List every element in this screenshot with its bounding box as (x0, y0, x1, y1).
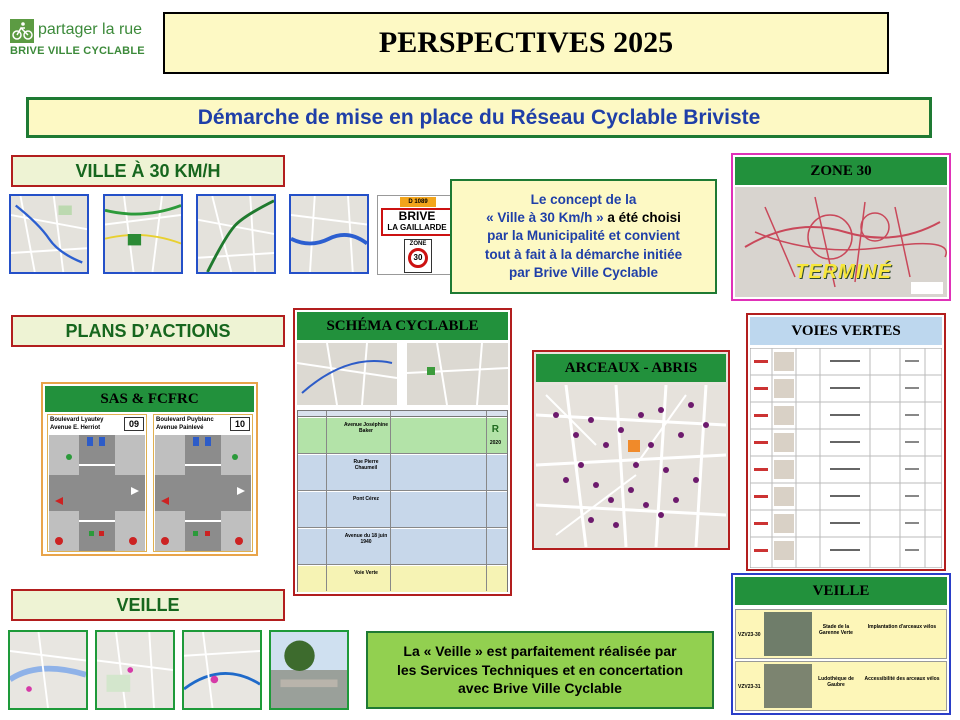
veille-row1-place: Stade de la Garenne Verte (819, 624, 853, 636)
veille-row2-place: Ludothèque de Gaubre (818, 676, 854, 688)
sign-road-code: D 1089 (400, 197, 436, 207)
sas-card-right (153, 414, 253, 552)
map-thumbnail-2 (103, 194, 183, 274)
schema-row-3-title: Pont Cérez (352, 496, 380, 502)
voies-panel (746, 313, 946, 571)
veille-label: VEILLE (11, 589, 285, 621)
sas-right-street2: Avenue Painlevé (156, 425, 204, 431)
veille-info-box (366, 631, 714, 709)
veille-thumbnail-1 (8, 630, 88, 710)
concept-line1: Le concept de la (530, 191, 637, 207)
intersection-diagram-left (49, 435, 145, 551)
veille-right-row-1 (735, 609, 947, 659)
veille-thumbnail-4 (269, 630, 349, 710)
schema-col-divider (486, 411, 487, 591)
logo-line1: partager la rue (38, 21, 143, 38)
sas-left-number: 09 (124, 417, 144, 431)
schema-row-1 (298, 418, 507, 454)
sign-zone-panel (404, 239, 432, 273)
zone30-label: ZONE 30 (735, 157, 947, 185)
schema-row-1-title: Avenue Joséphine Baker (344, 422, 388, 434)
sas-left-street1: Boulevard Lyautey (50, 417, 104, 423)
veille-right-panel (731, 573, 951, 715)
map-thumbnail-4 (289, 194, 369, 274)
map-thumbnail-3 (196, 194, 276, 274)
concept-quote: « Ville à 30 Km/h » (486, 210, 604, 226)
schema-year: 2020 (489, 440, 501, 446)
concept-box (450, 179, 717, 294)
veille-right-label: VEILLE (735, 577, 947, 605)
sas-panel (41, 382, 258, 556)
arceaux-map (536, 385, 726, 547)
plans-label: PLANS D’ACTIONS (11, 315, 285, 347)
zone30-status: TERMINÉ (795, 261, 892, 283)
speed-limit-icon (408, 248, 428, 268)
sign-brive: BRIVE (398, 209, 436, 223)
veille-info-line1: La « Veille » est parfaitement réalisée par (403, 642, 677, 659)
schema-row-2 (298, 455, 507, 491)
page-subtitle: Démarche de mise en place du Réseau Cyclable Briviste (26, 97, 932, 138)
veille-row2-photo (764, 664, 812, 708)
bike-logo-icon (10, 19, 34, 43)
schema-row-2-title: Rue Pierre Chaumeil (353, 459, 379, 471)
schema-col-divider (390, 411, 391, 591)
schema-code: R (491, 424, 499, 435)
sas-card-left (47, 414, 147, 552)
concept-line2: a été choisi (603, 210, 681, 226)
map-thumbnail-1 (9, 194, 89, 274)
concept-line5: par Brive Ville Cyclable (508, 264, 659, 280)
logo-line2: BRIVE VILLE CYCLABLE (10, 45, 145, 57)
schema-table-header (298, 411, 507, 417)
schema-row-4-title: Avenue du 18 juin 1940 (344, 533, 388, 545)
brive-sign (377, 195, 457, 275)
sas-left-street2: Avenue E. Herriot (50, 425, 101, 431)
concept-line4: tout à fait à la démarche initiée (484, 246, 683, 262)
schema-row-3 (298, 492, 507, 528)
veille-thumbnail-2 (95, 630, 175, 710)
veille-thumbnail-3 (182, 630, 262, 710)
schema-panel (293, 308, 512, 596)
schema-table (297, 410, 508, 592)
veille-row1-photo (764, 612, 812, 656)
arceaux-panel (532, 350, 730, 550)
concept-line3: par la Municipalité et convient (487, 228, 680, 244)
schema-row-5 (298, 566, 507, 592)
veille-row1-desc: Implantation d'arceaux vélos (867, 624, 937, 630)
voies-table (750, 348, 942, 568)
sas-right-number: 10 (230, 417, 250, 431)
schema-col-divider (326, 411, 327, 591)
veille-info-line3: avec Brive Ville Cyclable (458, 680, 622, 697)
schema-maps (297, 343, 508, 405)
veille-row2-code: VZV23-31 (738, 684, 761, 690)
zone30-panel (731, 153, 951, 301)
sign-gaillarde: LA GAILLARDE (387, 223, 447, 232)
voies-label: VOIES VERTES (750, 317, 942, 345)
sas-right-street1: Boulevard Puyblanc (156, 417, 214, 423)
sign-speed: 30 (413, 253, 423, 262)
ville30-label: VILLE À 30 KM/H (11, 155, 285, 187)
intersection-diagram-right (155, 435, 251, 551)
schema-row-4 (298, 529, 507, 565)
schema-label: SCHÉMA CYCLABLE (297, 312, 508, 340)
sign-town-panel (381, 208, 453, 236)
veille-row2-desc: Accessibilité des arceaux vélos (864, 676, 940, 682)
schema-row-5-title: Voie Verte (354, 570, 378, 576)
page-title: PERSPECTIVES 2025 (163, 12, 889, 74)
brand-logo (10, 18, 145, 62)
arceaux-label: ARCEAUX - ABRIS (536, 354, 726, 382)
veille-info-line2: les Services Techniques et en concertation (396, 661, 684, 678)
veille-row1-code: VZV23-30 (738, 632, 761, 638)
sas-label: SAS & FCFRC (45, 386, 254, 412)
veille-right-row-2 (735, 661, 947, 711)
sign-zone: ZONE (409, 241, 427, 247)
